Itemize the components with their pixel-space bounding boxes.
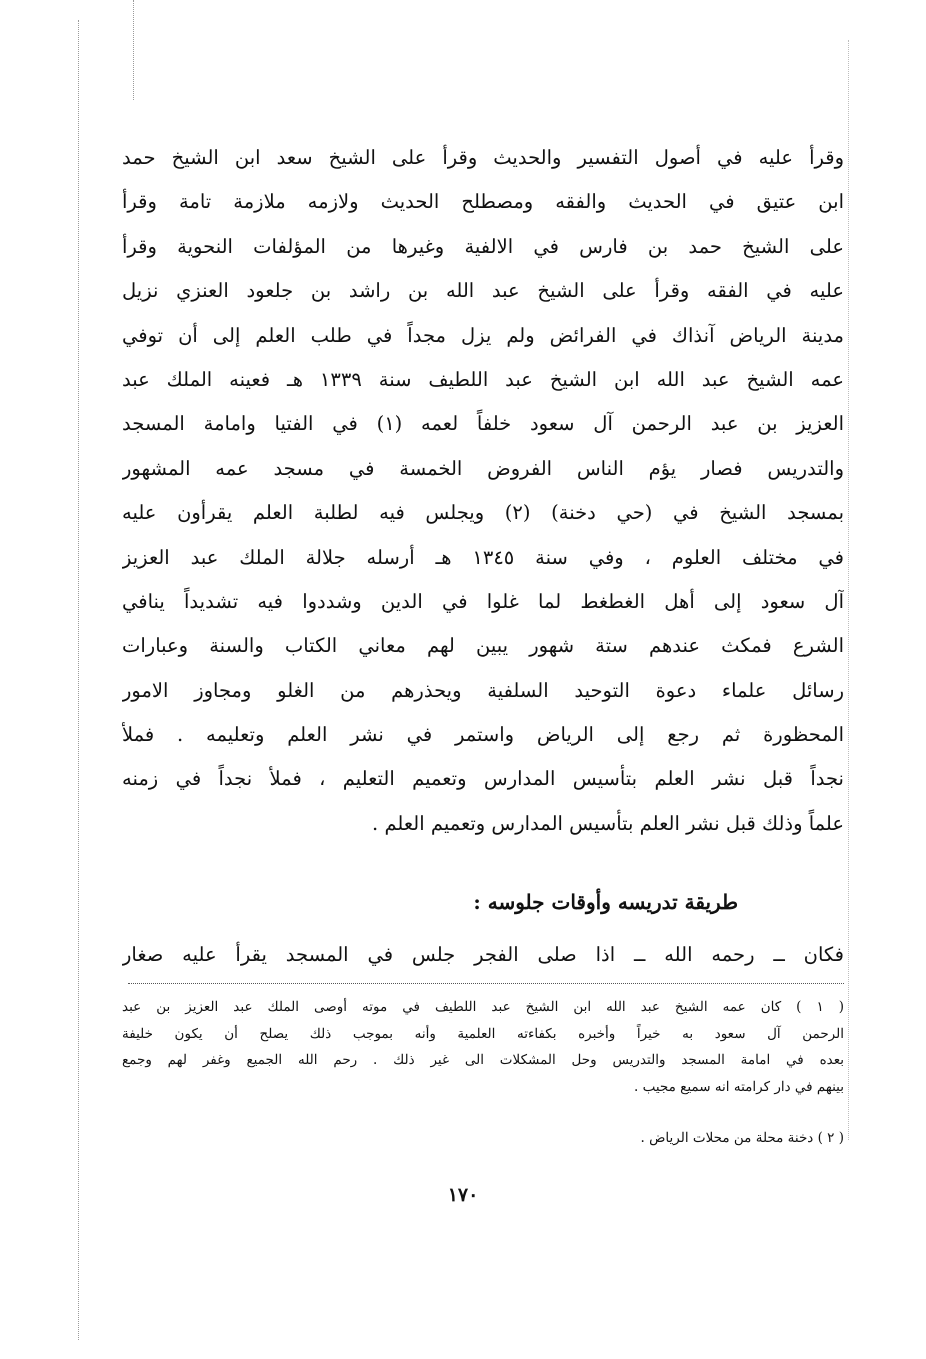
body-line: العزيز بن عبد الرحمن آل سعود خلفاً لعمه (١) في الفتيا وامامة المسجد: [122, 412, 844, 436]
body-line: في مختلف العلوم ، وفي سنة ١٣٤٥ هـ أرسله جلالة الملك عبد العزيز: [122, 545, 844, 569]
footnote-2: ( ٢ ) دخنة محلة من محلات الرياض .: [640, 1130, 844, 1146]
footnote-line: الرحمن آل سعود به خيراً وأخبره بكفاءته العلمية وأنه بموجب ذلك يصلح أن يكون خليفة: [122, 1025, 844, 1042]
body-line: نجداً قبل نشر العلم بتأسيس المدارس وتعميم التعليم ، فملأ نجداً في زمنه: [122, 767, 844, 791]
body-line: الشرع فمكث عندهم ستة شهور يبين لهم معاني الكتاب والسنة وعبارات: [122, 634, 844, 658]
scan-margin-line-right: [848, 40, 849, 1140]
page-number: ١٧٠: [447, 1184, 479, 1206]
body-line: على الشيخ حمد بن فارس في الالفية وغيرها من المؤلفات النحوية وقرأ: [122, 234, 844, 258]
body-line: آل سعود إلى أهل الغطغط لما غلوا في الدين وشددوا فيه تشديداً ينافي: [122, 589, 844, 613]
body-line: وقرأ عليه في أصول التفسير والحديث وقرأ على الشيخ سعد ابن الشيخ حمد: [122, 146, 844, 169]
footnote-line: بعده في امامة المسجد والتدريس وحل المشكلات الى غير ذلك . رحم الله الجميع وغفر لهم وجمع: [122, 1052, 844, 1068]
body-line: والتدريس فصار يؤم الناس الفروض الخمسة في مسجد عمه المشهور: [122, 456, 844, 480]
section-heading: طريقة تدريسه وأوقات جلوسه :: [473, 890, 738, 914]
footnote-1: [122, 994, 844, 1100]
body-paragraph: [122, 136, 844, 846]
scan-margin-line-top: [133, 0, 134, 100]
footnote-line: بينهم في دار كرامته انه سميع مجيب .: [634, 1078, 844, 1095]
body-line: مدينة الرياض آنذاك في الفرائض ولم يزل مجداً في طلب العلم إلى أن توفي: [122, 323, 844, 347]
body-line: علماً وذلك قبل نشر العلم بتأسيس المدارس وتعميم العلم .: [372, 811, 844, 835]
body-line: المحظورة ثم رجع إلى الرياض واستمر في نشر العلم وتعليمه . فملأ: [122, 723, 844, 747]
section-first-line: فكان ــ رحمه الله ــ اذا صلى الفجر جلس في المسجد يقرأ عليه صغار: [122, 943, 844, 966]
body-line: رسائل علماء دعوة التوحيد السلفية ويحذرهم من الغلو ومجاوز الامور: [122, 678, 844, 702]
body-line: بمسجد الشيخ في (حي دخنة) (٢) ويجلس فيه لطلبة العلم يقرأون عليه: [122, 501, 844, 525]
body-line: عليه في الفقه وقرأ على الشيخ عبد الله بن راشد بن جلعود العنزي نزيل: [122, 279, 844, 303]
body-line: ابن عتيق في الحديث والفقه ومصطلح الحديث ولازمه ملازمة تامة وقرأ: [122, 190, 844, 214]
body-line: عمه الشيخ عبد الله ابن الشيخ عبد اللطيف سنة ١٣٣٩ هـ فعينه الملك عبد: [122, 367, 844, 391]
footnote-line: ( ١ ) كان عمه الشيخ عبد الله ابن الشيخ عبد اللطيف في موته أوصى الملك عبد العزيز بن عبد: [122, 999, 844, 1015]
scan-margin-line-left: [78, 20, 79, 1340]
footnote-divider: [128, 983, 844, 984]
